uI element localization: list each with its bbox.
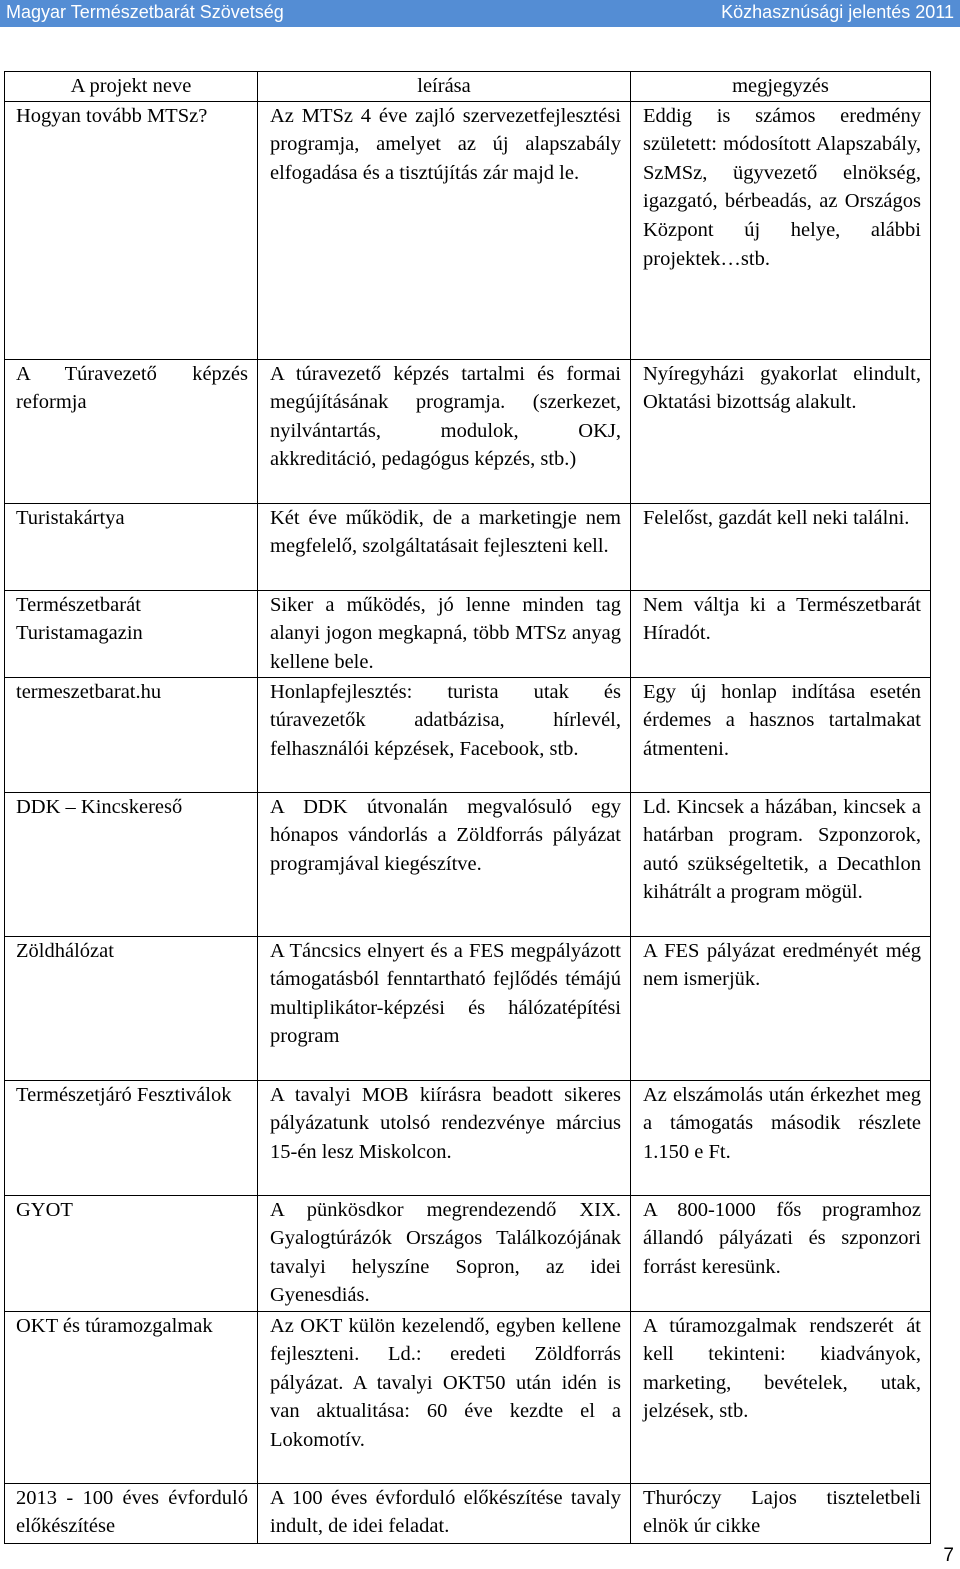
- table-row: [5, 1195, 931, 1311]
- project-note: A túramozgalmak rendszerét át kell tekinteni: kiadványok, marketing, bevételek, utak, jelzések, stb.: [631, 1311, 931, 1483]
- project-description: A Táncsics elnyert és a FES megpályázott támogatásból fenntartható fejlődés témájú multiplikátor-képzési és hálózatépítési program: [258, 936, 631, 1080]
- table-row: [5, 677, 931, 792]
- project-name: DDK – Kincskereső: [5, 792, 258, 936]
- project-note: A FES pályázat eredményét még nem ismerjük.: [631, 936, 931, 1080]
- project-name: Hogyan tovább MTSz?: [5, 101, 258, 359]
- project-name: 2013 - 100 éves évforduló előkészítése: [5, 1483, 258, 1543]
- project-description: Az MTSz 4 éve zajló szervezetfejlesztési programja, amelyet az új alapszabály elfogadása és a tisztújítás zár majd le.: [258, 101, 631, 359]
- project-name: Természetjáró Fesztiválok: [5, 1080, 258, 1195]
- project-name: GYOT: [5, 1195, 258, 1311]
- project-name: Természetbarát Turistamagazin: [5, 590, 258, 677]
- table-row: [5, 503, 931, 590]
- project-note: A 800-1000 fős programhoz állandó pályázati és szponzori forrást keresünk.: [631, 1195, 931, 1311]
- table-row: [5, 101, 931, 359]
- project-description: A DDK útvonalán megvalósuló egy hónapos vándorlás a Zöldforrás pályázat programjával kiegészítve.: [258, 792, 631, 936]
- project-description: A pünkösdkor megrendezendő XIX. Gyalogtúrázók Országos Találkozójának tavalyi helyszíne Sopron, az idei Gyenesdiás.: [258, 1195, 631, 1311]
- project-note: Nem váltja ki a Természetbarát Híradót.: [631, 590, 931, 677]
- project-name: termeszetbarat.hu: [5, 677, 258, 792]
- project-description: Honlapfejlesztés: turista utak és túravezetők adatbázisa, hírlevél, felhasználói képzések, Facebook, stb.: [258, 677, 631, 792]
- project-name: Turistakártya: [5, 503, 258, 590]
- project-note: Az elszámolás után érkezhet meg a támogatás második részlete 1.150 e Ft.: [631, 1080, 931, 1195]
- table-row: [5, 359, 931, 503]
- project-note: Egy új honlap indítása esetén érdemes a hasznos tartalmakat átmenteni.: [631, 677, 931, 792]
- table-row: [5, 590, 931, 677]
- project-description: A 100 éves évforduló előkészítése tavaly indult, de idei feladat.: [258, 1483, 631, 1543]
- table-row: [5, 792, 931, 936]
- table-row: [5, 1311, 931, 1483]
- column-header-note: megjegyzés: [631, 72, 931, 102]
- table-header-row: [5, 72, 931, 102]
- project-description: Siker a működés, jó lenne minden tag alanyi jogon megkapná, több MTSz anyag kellene bele.: [258, 590, 631, 677]
- project-note: Ld. Kincsek a házában, kincsek a határban program. Szponzorok, autó szükségeltetik, a Decathlon kihátrált a program mögül.: [631, 792, 931, 936]
- project-description: A túravezető képzés tartalmi és formai megújításának programja. (szerkezet, nyilvántartás, modulok, OKJ, akkreditáció, pedagógus képzés, stb.): [258, 359, 631, 503]
- page-header: [0, 0, 960, 27]
- project-note: Nyíregyházi gyakorlat elindult, Oktatási bizottság alakult.: [631, 359, 931, 503]
- table-row: [5, 936, 931, 1080]
- project-note: Felelőst, gazdát kell neki találni.: [631, 503, 931, 590]
- table-row: [5, 1080, 931, 1195]
- projects-table: [4, 71, 931, 1544]
- project-name: OKT és túramozgalmak: [5, 1311, 258, 1483]
- report-title: Közhasznúsági jelentés 2011: [721, 2, 954, 22]
- project-name: A Túravezető képzés reformja: [5, 359, 258, 503]
- column-header-name: A projekt neve: [5, 72, 258, 102]
- project-note: Eddig is számos eredmény született: módosított Alapszabály, SzMSz, ügyvezető elnökség, igazgató, bérbeadás, az Országos Központ új helye, alábbi projektek…stb.: [631, 101, 931, 359]
- project-note: Thuróczy Lajos tiszteletbeli elnök úr cikke: [631, 1483, 931, 1543]
- page-number: 7: [943, 1545, 954, 1566]
- table-row: [5, 1483, 931, 1543]
- organization-name: Magyar Természetbarát Szövetség: [6, 2, 284, 22]
- project-description: Az OKT külön kezelendő, egyben kellene fejleszteni. Ld.: eredeti Zöldforrás pályázat. A tavalyi OKT50 után idén is van aktualitása: 60 éve kezdte el a Lokomotív.: [258, 1311, 631, 1483]
- column-header-description: leírása: [258, 72, 631, 102]
- project-description: A tavalyi MOB kiírásra beadott sikeres pályázatunk utolsó rendezvénye március 15-én lesz Miskolcon.: [258, 1080, 631, 1195]
- project-name: Zöldhálózat: [5, 936, 258, 1080]
- project-description: Két éve működik, de a marketingje nem megfelelő, szolgáltatásait fejleszteni kell.: [258, 503, 631, 590]
